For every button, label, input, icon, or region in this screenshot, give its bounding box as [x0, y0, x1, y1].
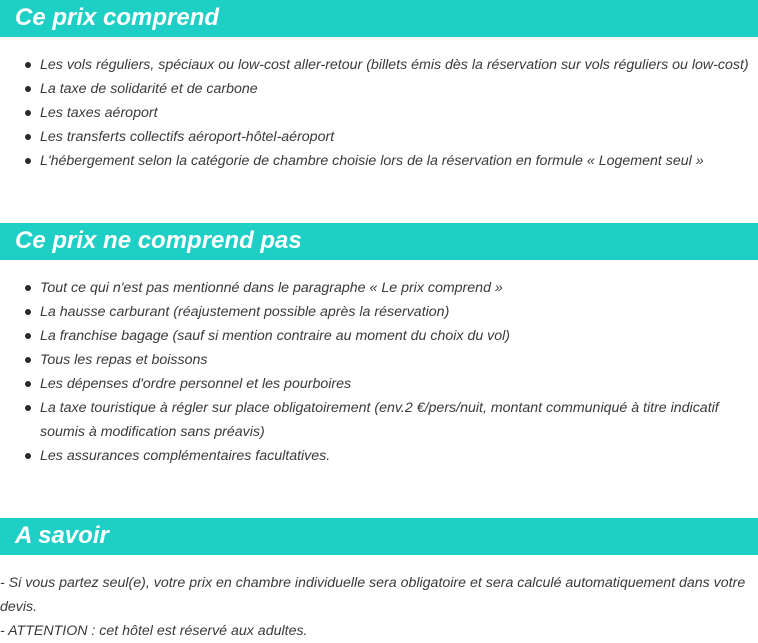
included-section-title: Ce prix comprend [15, 4, 220, 31]
list-item [0, 125, 758, 149]
bullet-icon [25, 453, 31, 459]
list-item [0, 396, 758, 444]
list-item [0, 348, 758, 372]
included-list [0, 53, 758, 173]
bullet-icon [25, 62, 31, 68]
list-item-text: Tout ce qui n'est pas mentionné dans le paragraphe « Le prix comprend » [40, 280, 503, 296]
included-section-header [0, 0, 758, 37]
info-notes [0, 571, 752, 643]
bullet-icon [25, 381, 31, 387]
list-item-text: Les assurances complémentaires facultatives. [40, 448, 331, 464]
bullet-icon [25, 309, 31, 315]
list-item-text: La taxe touristique à régler sur place obligatoirement (env.2 €/pers/nuit, montant communiqué à titre indicatif soumis à modification sans préavis) [40, 400, 719, 440]
list-item-text: Tous les repas et boissons [40, 352, 208, 368]
list-item-text: Les vols réguliers, spéciaux ou low-cost aller-retour (billets émis dès la réservation sur vols réguliers ou low-cost) [40, 57, 749, 73]
bullet-icon [25, 357, 31, 363]
bullet-icon [25, 333, 31, 339]
bullet-icon [25, 405, 31, 411]
info-section-title: A savoir [15, 522, 109, 549]
list-item-text: La hausse carburant (réajustement possible après la réservation) [40, 304, 450, 320]
list-item [0, 300, 758, 324]
info-note-line: - ATTENTION : cet hôtel est réservé aux adultes. [0, 623, 308, 639]
list-item-text: La franchise bagage (sauf si mention contraire au moment du choix du vol) [40, 328, 511, 344]
list-item [0, 444, 758, 468]
list-item-text: Les dépenses d'ordre personnel et les pourboires [40, 376, 352, 392]
list-item [0, 77, 758, 101]
list-item [0, 276, 758, 300]
excluded-section-header [0, 223, 758, 260]
excluded-section-title: Ce prix ne comprend pas [15, 227, 302, 254]
bullet-icon [25, 134, 31, 140]
list-item-text: Les taxes aéroport [40, 105, 158, 121]
bullet-icon [25, 110, 31, 116]
list-item-text: Les transferts collectifs aéroport-hôtel-aéroport [40, 129, 335, 145]
list-item [0, 149, 758, 173]
info-section-header [0, 518, 758, 555]
bullet-icon [25, 86, 31, 92]
bullet-icon [25, 285, 31, 291]
list-item [0, 53, 758, 77]
info-note-line: - Si vous partez seul(e), votre prix en chambre individuelle sera obligatoire et sera calculé automatiquement dans votre devis. [0, 575, 746, 615]
list-item [0, 324, 758, 348]
bullet-icon [25, 158, 31, 164]
list-item [0, 372, 758, 396]
excluded-list [0, 276, 758, 468]
list-item-text: L'hébergement selon la catégorie de chambre choisie lors de la réservation en formule « Logement seul » [40, 153, 704, 169]
list-item [0, 101, 758, 125]
list-item-text: La taxe de solidarité et de carbone [40, 81, 258, 97]
